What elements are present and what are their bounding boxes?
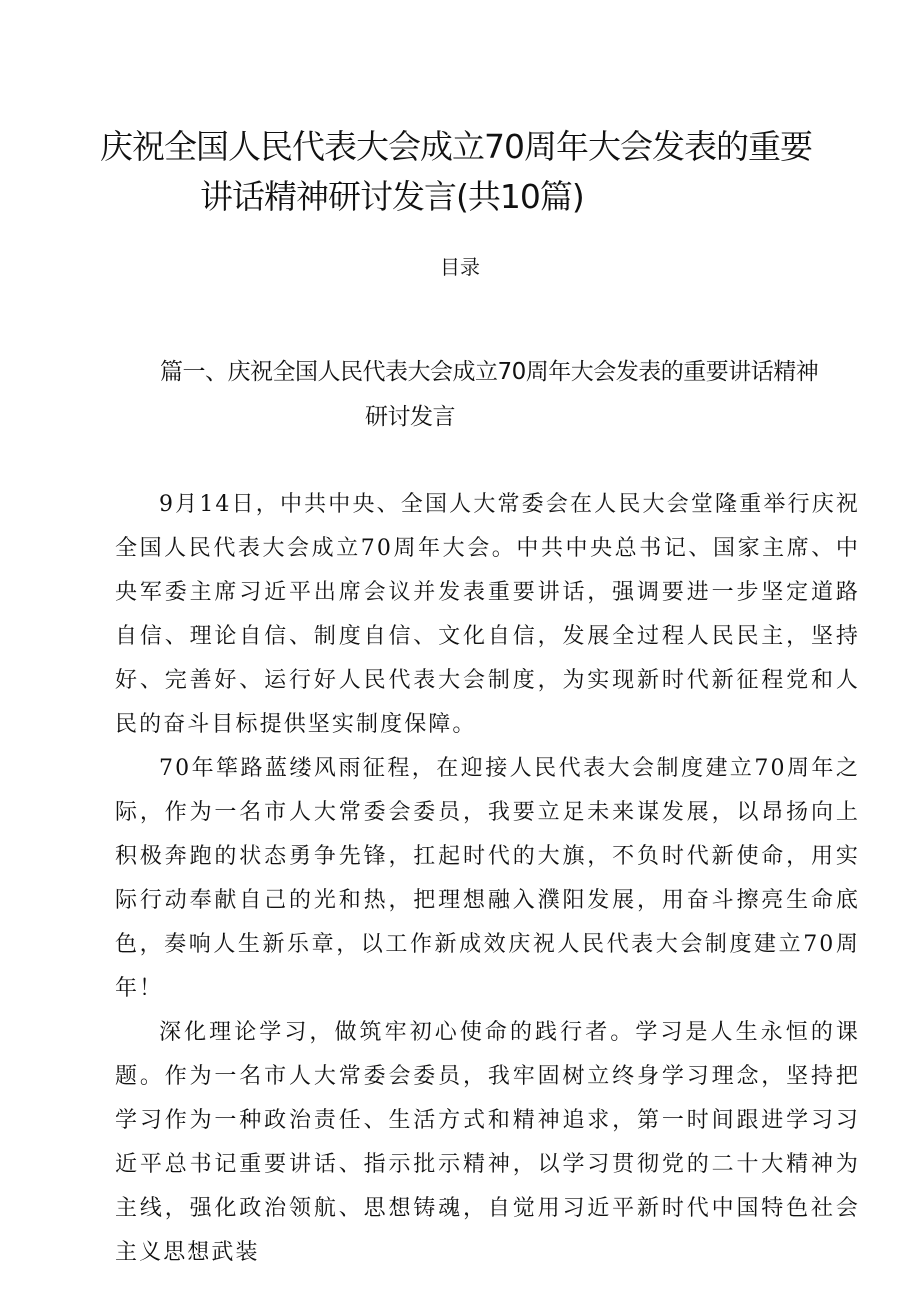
toc-item <box>160 350 860 440</box>
body-paragraph: 70年筚路蓝缕风雨征程，在迎接人民代表大会制度建立70周年之际，作为一名市人大常委会委员，我要立足未来谋发展，以昂扬向上积极奔跑的状态勇争先锋，扛起时代的大旗，不负时代新使命，用实际行动奉献自己的光和热，把理想融入濮阳发展，用奋斗擦亮生命底色，奏响人生新乐章，以工作新成效庆祝人民代表大会制度建立70周年！ <box>115 756 860 1001</box>
body-paragraph: 深化理论学习，做筑牢初心使命的践行者。学习是人生永恒的课题。作为一名市人大常委会委员，我牢固树立终身学习理念，坚持把学习作为一种政治责任、生活方式和精神追求，第一时间跟进学习习近平总书记重要讲话、指示批示精神，以学习贯彻党的二十大精神为主线，强化政治领航、思想铸魂，自觉用习近平新时代中国特色社会主义思想武装 <box>115 1020 860 1265</box>
toc-item-line-2: 研讨发言 <box>365 404 455 430</box>
body-text <box>115 483 860 1275</box>
document-title <box>100 122 840 222</box>
document-title-line-1: 庆祝全国人民代表大会成立70周年大会发表的重要 <box>100 127 812 166</box>
toc-heading: 目录 <box>440 255 480 279</box>
toc-item-line-1: 篇一、庆祝全国人民代表大会成立70周年大会发表的重要讲话精神 <box>160 359 819 385</box>
document-title-line-2: 讲话精神研讨发言(共10篇) <box>200 177 584 216</box>
body-paragraph: 9月14日，中共中央、全国人大常委会在人民大会堂隆重举行庆祝全国人民代表大会成立70周年大会。中共中央总书记、国家主席、中央军委主席习近平出席会议并发表重要讲话，强调要进一步坚定道路自信、理论自信、制度自信、文化自信，发展全过程人民民主，坚持好、完善好、运行好人民代表大会制度，为实现新时代新征程党和人民的奋斗目标提供坚实制度保障。 <box>115 492 860 737</box>
